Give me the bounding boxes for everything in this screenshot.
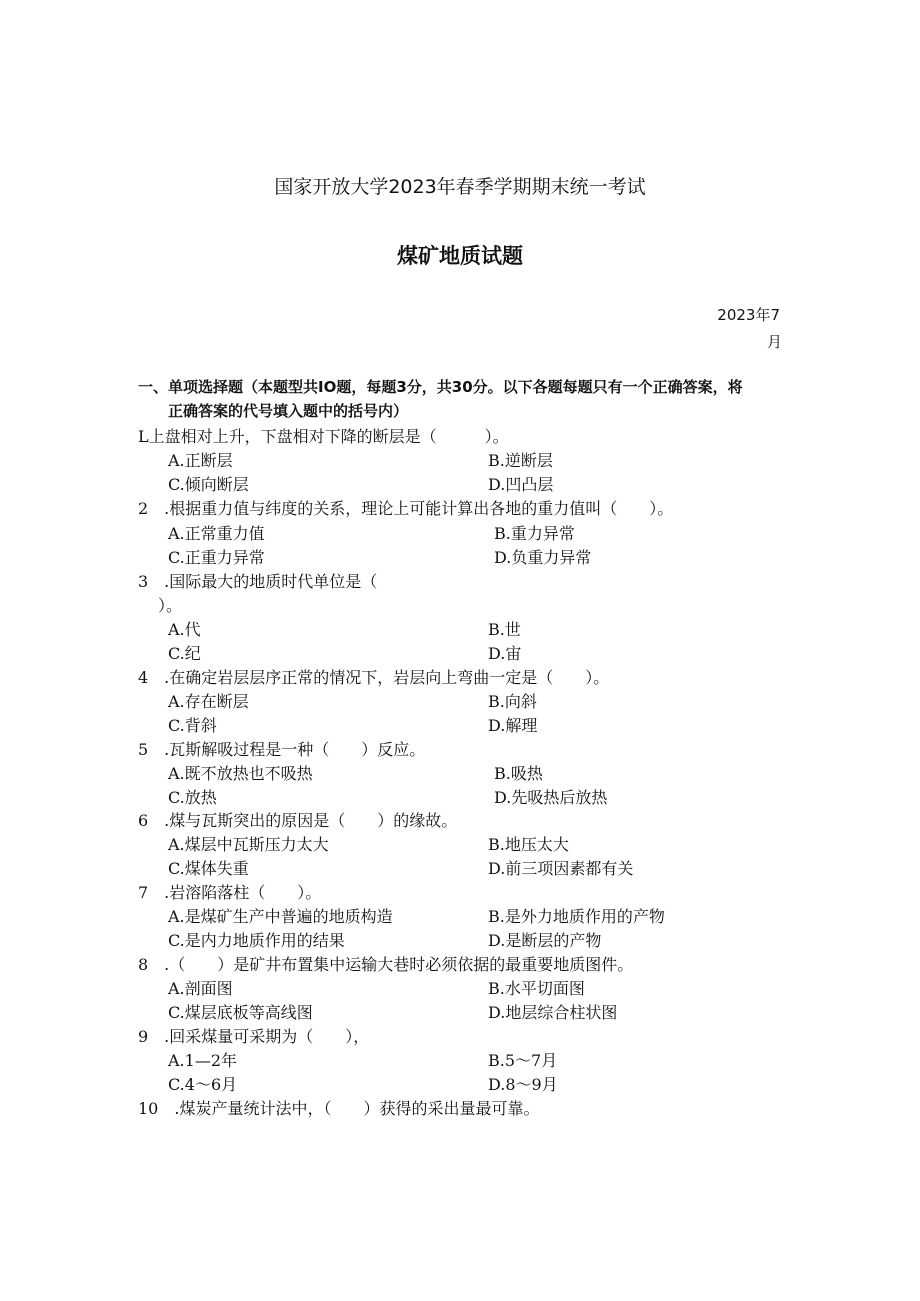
question-5-option-b: B.吸热 bbox=[494, 764, 543, 783]
section-heading-continued: 正确答案的代号填入题中的括号内） bbox=[168, 402, 409, 420]
question-9-stem: 9 .回采煤量可采期为（ ）， bbox=[138, 1027, 370, 1046]
question-9-option-c: C.4～6月 bbox=[168, 1075, 238, 1094]
question-6-option-a: A.煤层中瓦斯压力太大 bbox=[168, 835, 329, 854]
question-4-option-c: C.背斜 bbox=[168, 716, 217, 735]
question-5-stem: 5 .瓦斯解吸过程是一种（ ）反应。 bbox=[138, 740, 426, 759]
question-8-option-d: D.地层综合柱状图 bbox=[488, 1003, 618, 1022]
question-6-option-b: B.地压太大 bbox=[488, 835, 569, 854]
question-7-option-d: D.是断层的产物 bbox=[488, 931, 602, 950]
question-8-stem: 8 .（ ）是矿井布置集中运输大巷时必须依据的最重要地质图件。 bbox=[138, 955, 634, 974]
section-heading: 一、单项选择题（本题型共IO题，每题3分，共30分。以下各题每题只有一个正确答案，将 bbox=[138, 378, 743, 396]
question-8-option-c: C.煤层底板等高线图 bbox=[168, 1003, 313, 1022]
question-9-option-a: A.1—2年 bbox=[168, 1051, 238, 1070]
question-9-option-b: B.5～7月 bbox=[488, 1051, 558, 1070]
question-3-option-a: A.代 bbox=[168, 620, 201, 639]
page-title: 煤矿地质试题 bbox=[397, 244, 523, 268]
exam-header: 国家开放大学2023年春季学期期末统一考试 bbox=[274, 176, 646, 198]
question-3-option-c: C.纪 bbox=[168, 644, 201, 663]
question-4-option-a: A.存在断层 bbox=[168, 692, 249, 711]
question-1-stem: L上盘相对上升，下盘相对下降的断层是（ ）。 bbox=[138, 427, 509, 446]
question-3-stem: 3 .国际最大的地质时代单位是（ bbox=[138, 572, 378, 591]
question-2-option-c: C.正重力异常 bbox=[168, 548, 265, 567]
question-7-option-a: A.是煤矿生产中普遍的地质构造 bbox=[168, 907, 393, 926]
question-4-option-b: B.向斜 bbox=[488, 692, 537, 711]
question-9-option-d: D.8～9月 bbox=[488, 1075, 558, 1094]
question-10-stem: 10 .煤炭产量统计法中，（ ）获得的采出量最可靠。 bbox=[138, 1099, 540, 1118]
question-2-option-d: D.负重力异常 bbox=[494, 548, 592, 567]
question-1-option-b: B.逆断层 bbox=[488, 451, 553, 470]
question-2-stem: 2 .根据重力值与纬度的关系，理论上可能计算出各地的重力值叫（ ）。 bbox=[138, 499, 674, 518]
question-8-option-b: B.水平切面图 bbox=[488, 979, 585, 998]
question-3-option-d: D.宙 bbox=[488, 644, 522, 663]
question-5-option-c: C.放热 bbox=[168, 788, 217, 807]
question-3-option-b: B.世 bbox=[488, 620, 521, 639]
exam-date-month: 月 bbox=[766, 333, 782, 351]
question-4-stem: 4 .在确定岩层层序正常的情况下，岩层向上弯曲一定是（ ）。 bbox=[138, 668, 610, 687]
question-3-stem-continued: ）。 bbox=[158, 596, 183, 615]
question-4-option-d: D.解理 bbox=[488, 716, 538, 735]
exam-date-year: 2023年7 bbox=[717, 306, 780, 324]
question-1-option-a: A.正断层 bbox=[168, 451, 233, 470]
question-6-option-d: D.前三项因素都有关 bbox=[488, 859, 634, 878]
question-1-option-c: C.倾向断层 bbox=[168, 475, 249, 494]
question-7-option-c: C.是内力地质作用的结果 bbox=[168, 931, 345, 950]
question-5-option-a: A.既不放热也不吸热 bbox=[168, 764, 313, 783]
question-1-option-d: D.凹凸层 bbox=[488, 475, 554, 494]
question-8-option-a: A.剖面图 bbox=[168, 979, 233, 998]
question-6-option-c: C.煤体失重 bbox=[168, 859, 249, 878]
question-2-option-a: A.正常重力值 bbox=[168, 524, 265, 543]
question-6-stem: 6 .煤与瓦斯突出的原因是（ ）的缘故。 bbox=[138, 811, 458, 830]
question-7-stem: 7 .岩溶陷落柱（ ）。 bbox=[138, 883, 322, 902]
question-5-option-d: D.先吸热后放热 bbox=[494, 788, 608, 807]
question-7-option-b: B.是外力地质作用的产物 bbox=[488, 907, 665, 926]
question-2-option-b: B.重力异常 bbox=[494, 524, 575, 543]
